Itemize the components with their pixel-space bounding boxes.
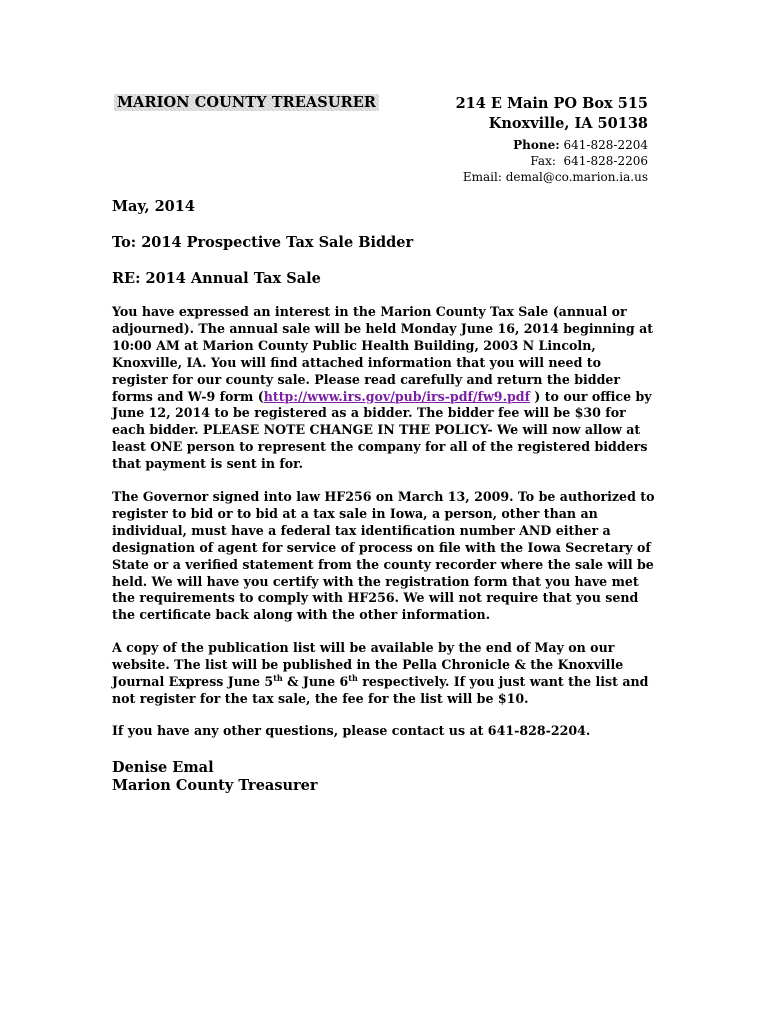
paragraph-3-text-a: A copy of the publication list will be available by the end of May on our website. The list will be published in the Pella Chronicle & the Knoxville Journal Express June 5 [112,640,624,689]
irs-w9-link[interactable]: http://www.irs.gov/pub/irs-pdf/fw9.pdf [263,388,530,404]
org-name-heading: MARION COUNTY TREASURER [114,94,379,111]
email-value: demal@co.marion.ia.us [505,170,648,184]
fax-label: Fax: [530,154,556,168]
paragraph-1-text-b: ) to our office by June 12, 2014 to be registered as a bidder. The bidder fee will be $30 for each bidder. PLEASE NOTE CHANGE IN THE POLICY- We will now allow at least ONE person to represent the company for all of the registered bidders that payment is sent in for. [112,388,652,472]
paragraph-3-text-b: & June 6 [282,673,349,689]
address-line-2: Knoxville, IA 50138 [488,115,648,132]
phone-label: Phone: [513,138,560,152]
phone-line [456,137,648,153]
address-block [456,94,648,185]
email-line [456,169,648,185]
signature-name: Denise Emal [112,759,214,776]
signature-title: Marion County Treasurer [112,777,318,794]
paragraph-2: The Governor signed into law HF256 on March 13, 2009. To be authorized to register to bid or to bid at a tax sale in Iowa, a person, other than an individual, must have a federal tax identification number AND either a designation of agent for service of process on file with the Iowa Secretary of State or a verified statement from the county recorder where the sale will be held. We will have you certify with the registration form that you have met the requirements to comply with HF256. We will not require that you send the certificate back along with the other information. [112,489,655,623]
letter-to-line: To: 2014 Prospective Tax Sale Bidder [112,234,414,251]
paragraph-3-text-c: respectively. If you just want the list and not register for the tax sale, the fee for the list will be $10. [112,673,649,706]
superscript-th: th [348,672,358,683]
contact-info [456,137,648,185]
phone-value: 641-828-2204 [563,138,648,152]
address-line-1: 214 E Main PO Box 515 [455,95,648,112]
letter-date: May, 2014 [112,198,195,215]
email-label: Email: [462,170,502,184]
paragraph-3 [112,640,657,708]
paragraph-4: If you have any other questions, please contact us at 641-828-2204. [112,723,591,738]
paragraph-1 [112,304,657,473]
fax-line [456,153,648,169]
fax-value: 641-828-2206 [563,154,648,168]
paragraph-1-text-a: You have expressed an interest in the Marion County Tax Sale (annual or adjourned). The annual sale will be held Monday June 16, 2014 beginning at 10:00 AM at Marion County Public Health Building, 2003 N Lincoln, Knoxville, IA. You will find attached information that you will need to register for our county sale. Please read carefully and return the bidder forms and W-9 form ( [112,304,654,404]
letter-re-line: RE: 2014 Annual Tax Sale [112,270,321,287]
superscript-th: th [273,672,283,683]
